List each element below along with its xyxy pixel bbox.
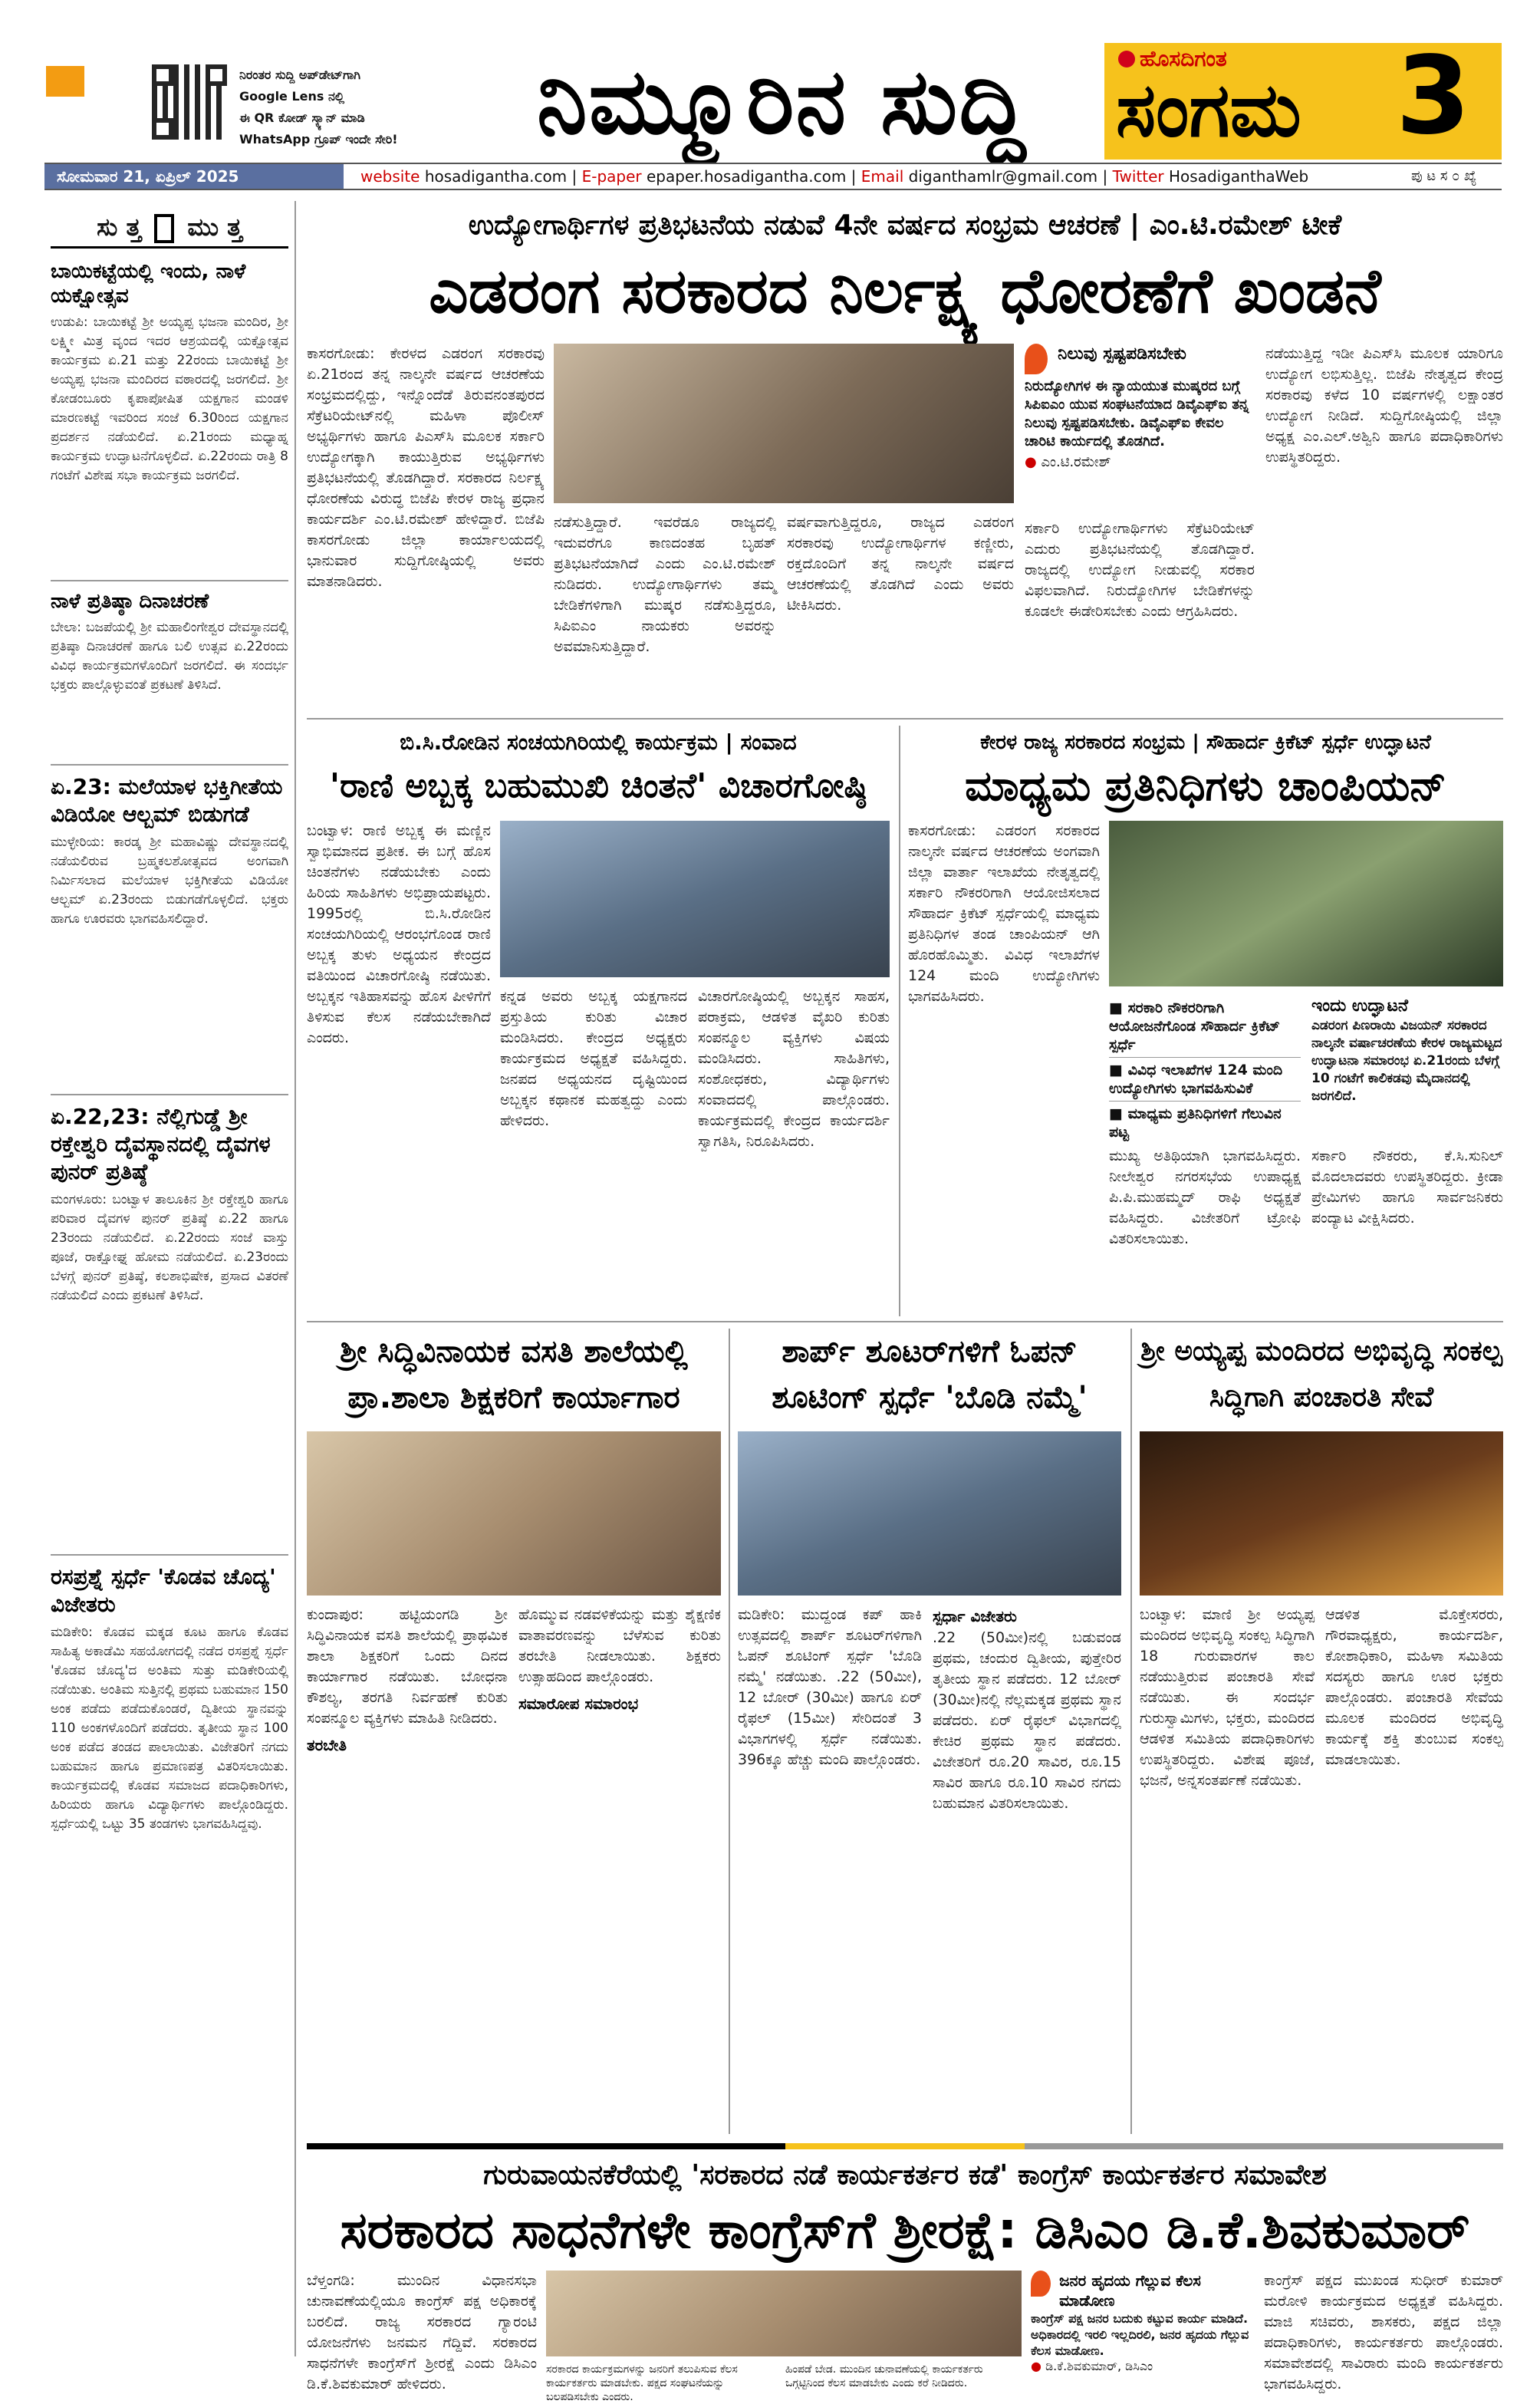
- story5-text: ಮಡಿಕೇರಿ: ಮುದ್ದಂಡ ಕಪ್ ಹಾಕಿ ಉತ್ಸವದಲ್ಲಿ ಶಾರ್ಪ್ ಶೂಟರ್‌ಗಳಿಗಾಗಿ ಓಪನ್ ಶೂಟಿಂಗ್ ಸ್ಪರ್ಧೆ 'ಬೊಡಿ ನಮ್ಮೆ' ನಡೆಯಿತು. .22 (50ಮೀ), 12 ಬೋರ್ (30ಮೀ) ಹಾಗೂ ಏರ್ ರೈಫಲ್ (15ಮೀ) ಸೇರಿದಂತೆ 3 ವಿಭಾಗಗಳಲ್ಲಿ ಸ್ಪರ್ಧೆ ನಡೆಯಿತು. 396ಕ್ಕೂ ಹೆಚ್ಚು ಮಂದಿ ಪಾಲ್ಗೊಂಡರು.: [738, 1606, 922, 1768]
- story7-headline: ಸರಕಾರದ ಸಾಧನೆಗಳೇ ಕಾಂಗ್ರೆಸ್‌ಗೆ ಶ್ರೀರಕ್ಷೆ: ಡಿಸಿಎಂ ಡಿ.ಕೆ.ಶಿವಕುಮಾರ್: [340, 2201, 1470, 2260]
- story2-body-c1: [307, 821, 491, 1312]
- story4-subhead: ಸಮಾರೋಪ ಸಮಾರಂಭ: [518, 1694, 639, 1713]
- sidebar-item-headline: ಏ.22,23: ನೆಲ್ಲಿಗುಡ್ಡೆ ಶ್ರೀ ರಕ್ತೇಶ್ವರಿ ದೈವಸ್ಥಾನದಲ್ಲಿ ದೈವಗಳ ಪುನರ್ ಪ್ರತಿಷ್ಠೆ: [51, 1104, 271, 1184]
- sidebar-items: [51, 259, 288, 2369]
- story6-body-c2: [1325, 1605, 1503, 2134]
- sidebar-item: [51, 773, 288, 1095]
- story1-quote: [1025, 344, 1255, 509]
- divider: [307, 1321, 1503, 1322]
- story7-text: ಬೆಳ್ತಂಗಡಿ: ಮುಂದಿನ ವಿಧಾನಸಭಾ ಚುನಾವಣೆಯಲ್ಲಿಯೂ ಕಾಂಗ್ರೆಸ್ ಪಕ್ಷ ಅಧಿಕಾರಕ್ಕೆ ಬರಲಿದೆ. ರಾಜ್ಯ ಸರಕಾರದ ಗ್ಯಾರಂಟಿ ಯೋಜನೆಗಳು ಜನಮನ ಗೆದ್ದಿವೆ. ಸರಕಾರದ ಸಾಧನೆಗಳೇ ಕಾಂಗ್ರೆಸ್‌ಗೆ ಶ್ರೀರಕ್ಷೆ ಎಂದು ಡಿಸಿಎಂ ಡಿ.ಕೆ.ಶಿವಕುಮಾರ್ ಹೇಳಿದರು.: [307, 2272, 537, 2392]
- story5-body-c2: [933, 1605, 1121, 2134]
- story4-headline: ಶ್ರೀ ಸಿದ್ಧಿವಿನಾಯಕ ವಸತಿ ಶಾಲೆಯಲ್ಲಿ ಪ್ರಾ.ಶಾಲಾ ಶಿಕ್ಷಕರಿಗೆ ಕಾರ್ಯಾಗಾರ: [340, 1334, 688, 1415]
- teachers-workshop-photo: [307, 1431, 721, 1596]
- seminar-photo: [500, 821, 890, 977]
- bullet-item: ■ ಮಾಧ್ಯಮ ಪ್ರತಿನಿಧಿಗಳಿಗೆ ಗೆಲುವಿನ ಪಟ್ಟ: [1109, 1105, 1282, 1141]
- sidebar-divider: [295, 201, 296, 2356]
- story7-body-c3: ಹಿಂಪಡೆ ಬೇಡ. ಮುಂದಿನ ಚುನಾವಣೆಯಲ್ಲಿ ಕಾರ್ಯಕರ್ತರು ಒಗ್ಗಟ್ಟಿನಿಂದ ಕೆಲಸ ಮಾಡಬೇಕು ಎಂದು ಕರೆ ನೀಡಿದರು.: [785, 2363, 983, 2389]
- story1-kicker: ಉದ್ಯೋಗಾರ್ಥಿಗಳ ಪ್ರತಿಭಟನೆಯ ನಡುವೆ 4ನೇ ವರ್ಷದ ಸಂಭ್ರಮ ಆಚರಣೆ | ಎಂ.ಟಿ.ರಮೇಶ್ ಟೀಕೆ: [468, 209, 1342, 241]
- story1-text: ನಡೆಯುತ್ತಿದ್ದ ಇಡೀ ಪಿಎಸ್‌ಸಿ ಮೂಲಕ ಯಾರಿಗೂ ಉದ್ಯೋಗ ಲಭಿಸುತ್ತಿಲ್ಲ. ಬಿಜೆಪಿ ನೇತೃತ್ವದ ಕೇಂದ್ರ ಸರಕಾರವು ಕಳೆದ 10 ವರ್ಷಗಳಲ್ಲಿ ಲಕ್ಷಾಂತರ ಉದ್ಯೋಗ ನೀಡಿದೆ. ಸುದ್ದಿಗೋಷ್ಠಿಯಲ್ಲಿ ಜಿಲ್ಲಾ ಅಧ್ಯಕ್ಷ ಎಂ.ಎಲ್.ಅಶ್ವಿನಿ ಹಾಗೂ ಪದಾಧಿಕಾರಿಗಳು ಉಪಸ್ಥಿತರಿದ್ದರು.: [1265, 345, 1503, 466]
- story6-text: ಬಂಟ್ವಾಳ: ಮಾಣಿ ಶ್ರೀ ಅಯ್ಯಪ್ಪ ಮಂದಿರದ ಅಭಿವೃದ್ಧಿ ಸಂಕಲ್ಪ ಸಿದ್ಧಿಗಾಗಿ 18 ಗುರುವಾರಗಳ ಕಾಲ ನಡೆಯುತ್ತಿರುವ ಪಂಚಾರತಿ ಸೇವೆ ನಡೆಯಿತು. ಈ ಸಂದರ್ಭ ಗುರುಸ್ವಾಮಿಗಳು, ಭಕ್ತರು, ಮಂದಿರದ ಆಡಳಿತ ಸಮಿತಿಯ ಪದಾಧಿಕಾರಿಗಳು ಉಪಸ್ಥಿತರಿದ್ದರು. ವಿಶೇಷ ಪೂಜೆ, ಭಜನೆ, ಅನ್ನಸಂತರ್ಪಣೆ ನಡೆಯಿತು.: [1140, 1606, 1315, 1789]
- story5-headline: ಶಾರ್ಪ್ ಶೂಟರ್‌ಗಳಿಗೆ ಓಪನ್ ಶೂಟಿಂಗ್ ಸ್ಪರ್ಧೆ 'ಬೊಡಿ ನಮ್ಮೆ': [772, 1334, 1088, 1415]
- story6-text: ಆಡಳಿತ ಮೊಕ್ತೇಸರರು, ಗೌರವಾಧ್ಯಕ್ಷರು, ಕಾರ್ಯದರ್ಶಿ, ಕೋಶಾಧಿಕಾರಿ, ಮಹಿಳಾ ಸಮಿತಿಯ ಸದಸ್ಯರು ಹಾಗೂ ಊರ ಭಕ್ತರು ಪಾಲ್ಗೊಂಡರು. ಪಂಚಾರತಿ ಸೇವೆಯ ಮೂಲಕ ಮಂದಿರದ ಅಭಿವೃದ್ಧಿ ಕಾರ್ಯಕ್ಕೆ ಶಕ್ತಿ ತುಂಬುವ ಸಂಕಲ್ಪ ಮಾಡಲಾಯಿತು.: [1325, 1606, 1503, 1768]
- story7-body-c1: [307, 2271, 537, 2392]
- quote-body: ನಿರುದ್ಯೋಗಿಗಳ ಈ ನ್ಯಾಯಯುತ ಮುಷ್ಕರದ ಬಗ್ಗೆ ಸಿಪಿಐಎಂ ಯುವ ಸಂಘಟನೆಯಾದ ಡಿವೈಎಫ್‌ಐ ತನ್ನ ನಿಲುವು ಸ್ಪಷ್ಟಪಡಿಸಬೇಕು. ಡಿವೈಎಫ್‌ಐ ಕೇವಲ ಚಾರಿಟಿ ಕಾರ್ಯದಲ್ಲಿ ತೊಡಗಿದೆ.: [1025, 378, 1249, 450]
- story2-kicker: ಬಿ.ಸಿ.ರೋಡಿನ ಸಂಚಯಗಿರಿಯಲ್ಲಿ ಕಾರ್ಯಕ್ರಮ | ಸಂವಾದ: [400, 729, 797, 755]
- sidebar-item: [51, 589, 288, 766]
- header-links: website hosadigantha.com | E-paper epaper.hosadigantha.com | Email diganthamlr@gmail.com | Twitter HosadiganthaWeb: [360, 167, 1309, 186]
- story1-text: ಸರ್ಕಾರಿ ಉದ್ಯೋಗಾರ್ಥಿಗಳು ಸೆಕ್ರೆಟರಿಯೇಟ್ ಎದುರು ಪ್ರತಿಭಟನೆಯಲ್ಲಿ ತೊಡಗಿದ್ದಾರೆ. ರಾಜ್ಯದಲ್ಲಿ ಉದ್ಯೋಗ ನೀಡುವಲ್ಲಿ ಸರಕಾರ ವಿಫಲವಾಗಿದೆ. ನಿರುದ್ಯೋಗಿಗಳ ಬೇಡಿಕೆಗಳನ್ನು ಕೂಡಲೇ ಈಡೇರಿಸಬೇಕು ಎಂದು ಆಗ್ರಹಿಸಿದರು.: [1025, 520, 1255, 620]
- story5-subhead: ಸ್ಪರ್ಧಾ ವಿಜೇತರು: [933, 1607, 1017, 1625]
- story4-text: ಹೊಮ್ಮುವ ನಡವಳಿಕೆಯನ್ನು ಮತ್ತು ಶೈಕ್ಷಣಿಕ ವಾತಾವರಣವನ್ನು ಬೆಳೆಸುವ ಕುರಿತು ತರಬೇತಿ ನೀಡಲಾಯಿತು. ಶಿಕ್ಷಕರು ಉತ್ಸಾಹದಿಂದ ಪಾಲ್ಗೊಂಡರು.: [518, 1606, 721, 1685]
- shooting-competition-photo: [738, 1431, 1121, 1596]
- quote-byline: ● ಎಂ.ಟಿ.ರಮೇಶ್: [1025, 454, 1111, 470]
- qr-block: [46, 66, 84, 97]
- masthead-title: ನಿಮ್ಮೂರಿನ ಸುದ್ದಿ: [537, 48, 1028, 154]
- story1-body-c4: [1025, 519, 1255, 712]
- sidebar-item-headline: ಏ.23: ಮಲೆಯಾಳ ಭಕ್ತಿಗೀತೆಯ ವಿಡಿಯೋ ಆಲ್ಬಮ್ ಬಿಡುಗಡೆ: [51, 774, 283, 827]
- story2-text: ವಿಚಾರಗೋಷ್ಠಿಯಲ್ಲಿ ಅಬ್ಬಕ್ಕನ ಸಾಹಸ, ಪರಾಕ್ರಮ, ಆಡಳಿತ ವೈಖರಿ ಕುರಿತು ಸಂಪನ್ಮೂಲ ವ್ಯಕ್ತಿಗಳು ವಿಷಯ ಮಂಡಿಸಿದರು. ಸಾಹಿತಿಗಳು, ಸಂಶೋಧಕರು, ವಿದ್ಯಾರ್ಥಿಗಳು ಸಂವಾದದಲ್ಲಿ ಪಾಲ್ಗೊಂಡರು. ಕಾರ್ಯಕ್ರಮದಲ್ಲಿ ಕೇಂದ್ರದ ಕಾರ್ಯದರ್ಶಿ ಸ್ವಾಗತಿಸಿ, ನಿರೂಪಿಸಿದರು.: [698, 988, 890, 1150]
- qr-line: ಈ QR ಕೋಡ್ ಸ್ಕ್ಯಾನ್ ಮಾಡಿ: [239, 110, 365, 125]
- press-meet-photo: [554, 344, 1014, 503]
- sidebar-item: [51, 1103, 288, 1556]
- story3-body-c1: [908, 821, 1100, 1312]
- page-number: 3: [1396, 34, 1471, 159]
- quote-byline: ● ಡಿ.ಕೆ.ಶಿವಕುಮಾರ್, ಡಿಸಿಎಂ: [1031, 2359, 1153, 2373]
- divider: [729, 1329, 730, 2134]
- panchaarati-photo: [1140, 1431, 1503, 1596]
- story7-kicker: ಗುರುವಾಯನಕೆರೆಯಲ್ಲಿ 'ಸರಕಾರದ ನಡೆ ಕಾರ್ಯಕರ್ತರ ಕಡೆ' ಕಾಂಗ್ರೆಸ್ ಕಾರ್ಯಕರ್ತರ ಸಮಾವೇಶ: [483, 2159, 1327, 2191]
- story3-headline: ಮಾಧ್ಯಮ ಪ್ರತಿನಿಧಿಗಳು ಚಾಂಪಿಯನ್: [965, 762, 1446, 810]
- story7-text: ಕಾಂಗ್ರೆಸ್ ಪಕ್ಷದ ಮುಖಂಡ ಸುಧೀರ್ ಕುಮಾರ್ ಮರೋಳಿ ಕಾರ್ಯಕ್ರಮದ ಅಧ್ಯಕ್ಷತೆ ವಹಿಸಿದ್ದರು. ಮಾಜಿ ಸಚಿವರು, ಶಾಸಕರು, ಪಕ್ಷದ ಜಿಲ್ಲಾ ಪದಾಧಿಕಾರಿಗಳು, ಕಾರ್ಯಕರ್ತರು ಪಾಲ್ಗೊಂಡರು. ಸಮಾವೇಶದಲ್ಲಿ ಸಾವಿರಾರು ಮಂದಿ ಕಾರ್ಯಕರ್ತರು ಭಾಗವಹಿಸಿದ್ದರು.: [1264, 2272, 1503, 2392]
- story1-body-c3: [787, 512, 1014, 712]
- story3-box: [1311, 996, 1503, 1137]
- brand-small: ಹೊಸದಿಗಂತ: [1140, 46, 1227, 71]
- section-name: ಸಂಗಮ: [1116, 67, 1301, 154]
- date-label: ಸೋಮವಾರ 21, ಏಪ್ರಿಲ್ 2025: [44, 164, 344, 189]
- story1-body-c5: [1265, 344, 1503, 712]
- qr-line: ನಿರಂತರ ಸುದ್ದಿ ಅಪ್‌ಡೇಟ್‌ಗಾಗಿ: [239, 68, 361, 82]
- story7-quote: [1031, 2271, 1253, 2373]
- quote-icon: [1031, 2271, 1051, 2297]
- bullet-item: ■ ವಿವಿಧ ಇಲಾಖೆಗಳ 124 ಮಂದಿ ಉದ್ಯೋಗಿಗಳು ಭಾಗವಹಿಸುವಿಕೆ: [1109, 1058, 1301, 1102]
- twitter-link[interactable]: Twitter HosadiganthaWeb: [1112, 167, 1309, 186]
- sidebar-item-headline: ಬಾಯಿಕಟ್ಟೆಯಲ್ಲಿ ಇಂದು, ನಾಳೆ ಯಕ್ಷೋತ್ಸವ: [51, 260, 246, 308]
- story4-body-c1: [307, 1605, 508, 2134]
- story1-text: ಕಾಸರಗೋಡು: ಕೇರಳದ ಎಡರಂಗ ಸರಕಾರವು ಏ.21ರಂದ ತನ್ನ ನಾಲ್ಕನೇ ವರ್ಷದ ಆಚರಣೆಯ ಸಂಭ್ರಮದಲ್ಲಿದ್ದು, ಇನ್ನೊಂದೆಡೆ ತಿರುವನಂತಪುರದ ಸೆಕ್ರೆಟರಿಯೇಟ್‌ನಲ್ಲಿ ಮಹಿಳಾ ಪೊಲೀಸ್ ಅಭ್ಯರ್ಥಿಗಳು ಹಾಗೂ ಪಿಎಸ್‌ಸಿ ಮೂಲಕ ಸರ್ಕಾರಿ ಉದ್ಯೋಗಕ್ಕಾಗಿ ಕಾಯುತ್ತಿರುವ ಅಭ್ಯರ್ಥಿಗಳು ಪ್ರತಿಭಟನೆಯಲ್ಲಿ ತೊಡಗಿದ್ದಾರೆ. ಸರಕಾರದ ನಿರ್ಲಕ್ಷ್ಯ ಧೋರಣೆಯ ವಿರುದ್ಧ ಬಿಜೆಪಿ ಕೇರಳ ರಾಜ್ಯ ಪ್ರಧಾನ ಕಾರ್ಯದರ್ಶಿ ಎಂ.ಟಿ.ರಮೇಶ್ ಹೇಳಿದ್ದಾರೆ. ಬಿಜೆಪಿ ಕಾಸರಗೋಡು ಜಿಲ್ಲಾ ಕಾರ್ಯಾಲಯದಲ್ಲಿ ಭಾನುವಾರ ಸುದ್ದಿಗೋಷ್ಠಿಯಲ್ಲಿ ಅವರು ಮಾತನಾಡಿದರು.: [307, 345, 545, 590]
- sidebar-item: [51, 259, 288, 581]
- story3-body-c3: [1311, 1146, 1503, 1312]
- qr-instructions: [239, 64, 515, 150]
- bullet-item: ■ ಸರಕಾರಿ ನೌಕರರಿಗಾಗಿ ಆಯೋಜನೆಗೊಂಡ ಸೌಹಾರ್ದ ಕ್ರಿಕೆಟ್ ಸ್ಪರ್ಧೆ: [1109, 996, 1301, 1058]
- story5-body-c1: [738, 1605, 922, 2134]
- email-link[interactable]: Email diganthamlr@gmail.com: [860, 167, 1098, 186]
- story4-text: ಕುಂದಾಪುರ: ಹಟ್ಟಿಯಂಗಡಿ ಶ್ರೀ ಸಿದ್ಧಿವಿನಾಯಕ ವಸತಿ ಶಾಲೆಯಲ್ಲಿ ಪ್ರಾಥಮಿಕ ಶಾಲಾ ಶಿಕ್ಷಕರಿಗೆ ಒಂದು ದಿನದ ಕಾರ್ಯಾಗಾರ ನಡೆಯಿತು. ಬೋಧನಾ ಕೌಶಲ್ಯ, ತರಗತಿ ನಿರ್ವಹಣೆ ಕುರಿತು ಸಂಪನ್ಮೂಲ ವ್ಯಕ್ತಿಗಳು ಮಾಹಿತಿ ನೀಡಿದರು.: [307, 1606, 508, 1727]
- box-body: ಎಡರಂಗ ಪಿಣರಾಯಿ ವಿಜಯನ್ ಸರಕಾರದ ನಾಲ್ಕನೇ ವರ್ಷಾಚರಣೆಯ ಕೇರಳ ರಾಜ್ಯಮಟ್ಟದ ಉದ್ಘಾಟನಾ ಸಮಾರಂಭ ಏ.21ರಂದು ಬೆಳಗ್ಗೆ 10 ಗಂಟೆಗೆ ಕಾಲಿಕಡವು ಮೈದಾನದಲ್ಲಿ ಜರಗಲಿದೆ.: [1311, 1018, 1502, 1104]
- sidebar-item-body: ಬೇಲಾ: ಬಜಪೆಯಲ್ಲಿ ಶ್ರೀ ಮಹಾಲಿಂಗೇಶ್ವರ ದೇವಸ್ಥಾನದಲ್ಲಿ ಪ್ರತಿಷ್ಠಾ ದಿನಾಚರಣೆ ಹಾಗೂ ಬಲಿ ಉತ್ಸವ ಏ.22ರಂದು ವಿವಿಧ ಕಾರ್ಯಕ್ರಮಗಳೊಂದಿಗೆ ಜರಗಲಿದೆ. ಈ ಸಂದರ್ಭ ಭಕ್ತರು ಪಾಲ್ಗೊಳ್ಳುವಂತೆ ಪ್ರಕಟಣೆ ತಿಳಿಸಿದೆ.: [51, 620, 288, 693]
- story3-text: ಮುಖ್ಯ ಅತಿಥಿಯಾಗಿ ಭಾಗವಹಿಸಿದ್ದರು. ನೀಲೇಶ್ವರ ನಗರಸಭೆಯ ಉಪಾಧ್ಯಕ್ಷ ಪಿ.ಪಿ.ಮುಹಮ್ಮದ್ ರಾಫಿ ಅಧ್ಯಕ್ಷತೆ ವಹಿಸಿದ್ದರು. ವಿಜೇತರಿಗೆ ಟ್ರೋಫಿ ವಿತರಿಸಲಾಯಿತು.: [1109, 1148, 1301, 1247]
- quote-title: ಜನರ ಹೃದಯ ಗೆಲ್ಲುವ ಕೆಲಸ ಮಾಡೋಣ: [1059, 2271, 1201, 2310]
- qr-code: [152, 64, 227, 140]
- congress-meeting-photo: [546, 2271, 1022, 2356]
- story3-body-c2: [1109, 1146, 1301, 1312]
- sidebar-item-body: ಮುಳ್ಳೇರಿಯ: ಕಾರಡ್ಕ ಶ್ರೀ ಮಹಾವಿಷ್ಣು ದೇವಸ್ಥಾನದಲ್ಲಿ ನಡೆಯಲಿರುವ ಬ್ರಹ್ಮಕಲಶೋತ್ಸವದ ಅಂಗವಾಗಿ ನಿರ್ಮಿಸಲಾದ ಮಲೆಯಾಳ ಭಕ್ತಿಗೀತೆಯ ವಿಡಿಯೋ ಆಲ್ಬಮ್ ಏ.23ರಂದು ಬಿಡುಗಡೆಗೊಳ್ಳಲಿದೆ. ಭಕ್ತರು ಹಾಗೂ ಊರವರು ಭಾಗವಹಿಸಲಿದ್ದಾರೆ.: [51, 835, 288, 927]
- story3-bullets: [1109, 996, 1301, 1141]
- cricket-team-photo: [1109, 821, 1503, 986]
- story3-kicker: ಕೇರಳ ರಾಜ್ಯ ಸರಕಾರದ ಸಂಭ್ರಮ | ಸೌಹಾರ್ದ ಕ್ರಿಕೆಟ್ ಸ್ಪರ್ಧೆ ಉದ್ಘಾಟನೆ: [980, 731, 1431, 754]
- quote-title: ನಿಲುವು ಸ್ಪಷ್ಟಪಡಿಸಬೇಕು: [1058, 344, 1186, 364]
- story1-text: ನಡೆಸುತ್ತಿದ್ದಾರೆ. ಇವರೆಡೂ ರಾಜ್ಯದಲ್ಲಿ ಇದುವರೆಗೂ ಕಾಣದಂತಹ ಬೃಹತ್ ಪ್ರತಿಭಟನೆಯಾಗಿದೆ ಎಂದು ಎಂ.ಟಿ.ರಮೇಶ್ ನುಡಿದರು. ಉದ್ಯೋಗಾರ್ಥಿಗಳು ತಮ್ಮ ಬೇಡಿಕೆಗಳಿಗಾಗಿ ಮುಷ್ಕರ ನಡೆಸುತ್ತಿದ್ದರೂ, ಸಿಪಿಐಎಂ ನಾಯಕರು ಅವರನ್ನು ಅವಮಾನಿಸುತ್ತಿದ್ದಾರೆ.: [554, 514, 776, 655]
- qr-line: WhatsApp ಗ್ರೂಪ್ ಇಂದೇ ಸೇರಿ!: [239, 132, 398, 147]
- page-code: ಪು ಟ ಸ ೦ ಖ್ಯೆ: [1411, 168, 1477, 184]
- website-link[interactable]: website hosadigantha.com: [360, 167, 568, 186]
- divider: [307, 718, 1503, 720]
- color-strip: [307, 2143, 1503, 2149]
- epaper-link[interactable]: E-paper epaper.hosadigantha.com: [581, 167, 847, 186]
- sidebar-item: [51, 1563, 288, 2369]
- story1-headline: ಎಡರಂಗ ಸರಕಾರದ ನಿರ್ಲಕ್ಷ್ಯ ಧೋರಣೆಗೆ ಖಂಡನೆ: [429, 255, 1381, 327]
- sidebar-item-body: ಮಂಗಳೂರು: ಬಂಟ್ವಾಳ ತಾಲೂಕಿನ ಶ್ರೀ ರಕ್ತೇಶ್ವರಿ ಹಾಗೂ ಪರಿವಾರ ದೈವಗಳ ಪುನರ್ ಪ್ರತಿಷ್ಠೆ ಏ.22 ಹಾಗೂ 23ರಂದು ನಡೆಯಲಿದೆ. ಏ.22ರಂದು ಸಂಜೆ ವಾಸ್ತು ಪೂಜೆ, ರಾಕ್ಷೋಘ್ನ ಹೋಮ ನಡೆಯಲಿದೆ. ಏ.23ರಂದು ಬೆಳಗ್ಗೆ ಪುನರ್ ಪ್ರತಿಷ್ಠೆ, ಕಲಶಾಭಿಷೇಕ, ಪ್ರಸಾದ ವಿತರಣೆ ನಡೆಯಲಿದೆ ಎಂದು ಪ್ರಕಟಣೆ ತಿಳಿಸಿದೆ.: [51, 1192, 288, 1303]
- sidebar-item-headline: ನಾಳೆ ಪ್ರತಿಷ್ಠಾ ದಿನಾಚರಣೆ: [51, 590, 209, 613]
- brand-logo-icon: [1118, 51, 1135, 68]
- story6-headline: ಶ್ರೀ ಅಯ್ಯಪ್ಪ ಮಂದಿರದ ಅಭಿವೃದ್ಧಿ ಸಂಕಲ್ಪ ಸಿದ್ಧಿಗಾಗಿ ಪಂಚಾರತಿ ಸೇವೆ: [1140, 1335, 1502, 1413]
- story4-body-c2: [518, 1605, 721, 2134]
- story2-text: ಕನ್ನಡ ಅವರು ಅಬ್ಬಕ್ಕ ಯಕ್ಷಗಾನದ ಪ್ರಸ್ತುತಿಯ ಕುರಿತು ವಿಚಾರ ಮಂಡಿಸಿದರು. ಕೇಂದ್ರದ ಅಧ್ಯಕ್ಷರು ಕಾರ್ಯಕ್ರಮದ ಅಧ್ಯಕ್ಷತೆ ವಹಿಸಿದ್ದರು. ಜನಪದ ಅಧ್ಯಯನದ ದೃಷ್ಟಿಯಿಂದ ಅಬ್ಬಕ್ಕನ ಕಥಾನಕ ಮಹತ್ವದ್ದು ಎಂದು ಹೇಳಿದರು.: [500, 988, 687, 1129]
- quote-body: ಕಾಂಗ್ರೆಸ್ ಪಕ್ಷ ಜನರ ಬದುಕು ಕಟ್ಟುವ ಕಾರ್ಯ ಮಾಡಿದೆ. ಅಧಿಕಾರದಲ್ಲಿ ಇರಲಿ ಇಲ್ಲದಿರಲಿ, ಜನರ ಹೃದಯ ಗೆಲ್ಲುವ ಕೆಲಸ ಮಾಡೋಣ.: [1031, 2311, 1249, 2358]
- door-icon: [154, 214, 174, 243]
- story2-text: ಬಂಟ್ವಾಳ: ರಾಣಿ ಅಬ್ಬಕ್ಕ ಈ ಮಣ್ಣಿನ ಸ್ವಾಭಿಮಾನದ ಪ್ರತೀಕ. ಈ ಬಗ್ಗೆ ಹೊಸ ಚಿಂತನೆಗಳು ನಡೆಯಬೇಕು ಎಂದು ಹಿರಿಯ ಸಾಹಿತಿಗಳು ಅಭಿಪ್ರಾಯಪಟ್ಟರು. 1995ರಲ್ಲಿ ಬಿ.ಸಿ.ರೋಡಿನ ಸಂಚಯಗಿರಿಯಲ್ಲಿ ಆರಂಭಗೊಂಡ ರಾಣಿ ಅಬ್ಬಕ್ಕ ತುಳು ಅಧ್ಯಯನ ಕೇಂದ್ರದ ವತಿಯಿಂದ ವಿಚಾರಗೋಷ್ಠಿ ನಡೆಯಿತು. ಅಬ್ಬಕ್ಕನ ಇತಿಹಾಸವನ್ನು ಹೊಸ ಪೀಳಿಗೆಗೆ ತಿಳಿಸುವ ಕೆಲಸ ನಡೆಯಬೇಕಾಗಿದೆ ಎಂದರು.: [307, 822, 491, 1046]
- story1-text: ವರ್ಷವಾಗುತ್ತಿದ್ದರೂ, ರಾಜ್ಯದ ಎಡರಂಗ ಸರಕಾರವು ಉದ್ಯೋಗಾರ್ಥಿಗಳ ಕಣ್ಣೀರು, ರಕ್ತದೊಂದಿಗೆ ತನ್ನ ನಾಲ್ಕನೇ ವರ್ಷದ ಆಚರಣೆಯಲ್ಲಿ ತೊಡಗಿದೆ ಎಂದು ಅವರು ಟೀಕಿಸಿದರು.: [787, 514, 1014, 614]
- divider: [1130, 1329, 1132, 2134]
- story7-body-c4: [1264, 2271, 1503, 2392]
- sidebar-title: ಸು ತ್ತ ಮು ತ್ತ: [51, 206, 288, 249]
- story7-body-c2: ಸರಕಾರದ ಕಾರ್ಯಕ್ರಮಗಳನ್ನು ಜನರಿಗೆ ತಲುಪಿಸುವ ಕೆಲಸ ಕಾರ್ಯಕರ್ತರು ಮಾಡಬೇಕು. ಪಕ್ಷದ ಸಂಘಟನೆಯನ್ನು ಬಲಪಡಿಸಬೇಕು ಎಂದರು.: [546, 2363, 738, 2403]
- story3-text: ಕಾಸರಗೋಡು: ಎಡರಂಗ ಸರಕಾರದ ನಾಲ್ಕನೇ ವರ್ಷದ ಆಚರಣೆಯ ಅಂಗವಾಗಿ ಜಿಲ್ಲಾ ವಾರ್ತಾ ಇಲಾಖೆಯ ನೇತೃತ್ವದಲ್ಲಿ ಸರ್ಕಾರಿ ನೌಕರರಿಗಾಗಿ ಆಯೋಜಿಸಲಾದ ಸೌಹಾರ್ದ ಕ್ರಿಕೆಟ್ ಸ್ಪರ್ಧೆಯಲ್ಲಿ ಮಾಧ್ಯಮ ಪ್ರತಿನಿಧಿಗಳ ತಂಡ ಚಾಂಪಿಯನ್ ಆಗಿ ಹೊರಹೊಮ್ಮಿತು. ವಿವಿಧ ಇಲಾಖೆಗಳ 124 ಮಂದಿ ಉದ್ಯೋಗಿಗಳು ಭಾಗವಹಿಸಿದರು.: [908, 822, 1100, 1005]
- story2-body-c3: [698, 986, 890, 1312]
- sidebar-item-body: ಉಡುಪಿ: ಬಾಯಿಕಟ್ಟೆ ಶ್ರೀ ಅಯ್ಯಪ್ಪ ಭಜನಾ ಮಂದಿರ, ಶ್ರೀ ಲಕ್ಷ್ಮೀ ಮಿತ್ರ ವೃಂದ ಇದರ ಆಶ್ರಯದಲ್ಲಿ ಯಕ್ಷೋತ್ಸವ ಕಾರ್ಯಕ್ರಮ ಏ.21 ಮತ್ತು 22ರಂದು ಬಾಯಿಕಟ್ಟೆ ಶ್ರೀ ಅಯ್ಯಪ್ಪ ಭಜನಾ ಮಂದಿರದ ವಠಾರದಲ್ಲಿ ಜರಗಲಿದೆ. ಶ್ರೀ ಕೋಡಂಬೂರು ಕೃಪಾಪೋಷಿತ ಯಕ್ಷಗಾನ ಮಂಡಳಿ ಮಾರಣಕಟ್ಟೆ ಇವರಿಂದ ಸಂಜೆ 6.30ರಿಂದ ಯಕ್ಷಗಾನ ಪ್ರದರ್ಶನ ನಡೆಯಲಿದೆ. ಏ.21ರಂದು ಮಧ್ಯಾಹ್ನ ಕಾರ್ಯಕ್ರಮ ಉದ್ಘಾಟನೆಗೊಳ್ಳಲಿದೆ. ಏ.22ರಂದು ರಾತ್ರಿ 8 ಗಂಟೆಗೆ ವಿಶೇಷ ಸಭಾ ಕಾರ್ಯಕ್ರಮ ಜರಗಲಿದೆ.: [51, 314, 288, 483]
- story5-text: .22 (50ಮೀ)ನಲ್ಲಿ ಬಡುವಂಡ ಪ್ರಥಮ, ಚಂದುರ ದ್ವಿತೀಯ, ಪುತ್ತೇರಿರ ತೃತೀಯ ಸ್ಥಾನ ಪಡೆದರು. 12 ಬೋರ್ (30ಮೀ)ನಲ್ಲಿ ನೆಲ್ಲಮಕ್ಕಡ ಪ್ರಥಮ ಸ್ಥಾನ ಪಡೆದರು. ಏರ್ ರೈಫಲ್ ವಿಭಾಗದಲ್ಲಿ ಕೇಚಿರ ಪ್ರಥಮ ಸ್ಥಾನ ಪಡೆದರು. ವಿಜೇತರಿಗೆ ರೂ.20 ಸಾವಿರ, ರೂ.15 ಸಾವಿರ ಹಾಗೂ ರೂ.10 ಸಾವಿರ ನಗದು ಬಹುಮಾನ ವಿತರಿಸಲಾಯಿತು.: [933, 1629, 1121, 1812]
- story1-body-left: [307, 344, 545, 712]
- quote-icon: [1025, 344, 1048, 374]
- story4-subhead: ತರಬೇತಿ: [307, 1736, 347, 1754]
- story1-body-c2: [554, 512, 776, 712]
- sidebar-item-headline: ರಸಪ್ರಶ್ನೆ ಸ್ಪರ್ಧೆ 'ಕೊಡವ ಚೊದ್ಯ' ವಿಜೇತರು: [51, 1564, 276, 1617]
- story2-headline: 'ರಾಣಿ ಅಬ್ಬಕ್ಕ ಬಹುಮುಖಿ ಚಿಂತನೆ' ವಿಚಾರಗೋಷ್ಠಿ: [329, 766, 867, 805]
- story6-body-c1: [1140, 1605, 1315, 2134]
- divider: [899, 726, 900, 1316]
- qr-line: Google Lens ನಲ್ಲಿ: [239, 89, 344, 104]
- story2-body-c2: [500, 986, 687, 1312]
- sidebar-item-body: ಮಡಿಕೇರಿ: ಕೊಡವ ಮಕ್ಕಡ ಕೂಟ ಹಾಗೂ ಕೊಡವ ಸಾಹಿತ್ಯ ಅಕಾಡೆಮಿ ಸಹಯೋಗದಲ್ಲಿ ನಡೆದ ರಸಪ್ರಶ್ನೆ ಸ್ಪರ್ಧೆ 'ಕೊಡವ ಚೊದ್ಯ'ದ ಅಂತಿಮ ಸುತ್ತು ಮಡಿಕೇರಿಯಲ್ಲಿ ನಡೆಯಿತು. ಅಂತಿಮ ಸುತ್ತಿನಲ್ಲಿ ಪ್ರಥಮ ಬಹುಮಾನ 150 ಅಂಕ ಪಡೆದು ಪಡೆದುಕೊಂಡರೆ, ದ್ವಿತೀಯ ಸ್ಥಾನವನ್ನು 110 ಅಂಕಗಳೊಂದಿಗೆ ಪಡೆದರು. ತೃತೀಯ ಸ್ಥಾನ 100 ಅಂಕ ಪಡೆದ ತಂಡದ ಪಾಲಾಯಿತು. ವಿಜೇತರಿಗೆ ನಗದು ಬಹುಮಾನ ಹಾಗೂ ಪ್ರಮಾಣಪತ್ರ ವಿತರಿಸಲಾಯಿತು. ಕಾರ್ಯಕ್ರಮದಲ್ಲಿ ಕೊಡವ ಸಮಾಜದ ಪದಾಧಿಕಾರಿಗಳು, ಹಿರಿಯರು ಹಾಗೂ ವಿದ್ಯಾರ್ಥಿಗಳು ಪಾಲ್ಗೊಂಡಿದ್ದರು. ಸ್ಪರ್ಧೆಯಲ್ಲಿ ಒಟ್ಟು 35 ತಂಡಗಳು ಭಾಗವಹಿಸಿದ್ದವು.: [51, 1625, 288, 1832]
- story3-text: ಸರ್ಕಾರಿ ನೌಕರರು, ಕೆ.ಸಿ.ಸುನಿಲ್ ಮೊದಲಾದವರು ಉಪಸ್ಥಿತರಿದ್ದರು. ಕ್ರೀಡಾ ಪ್ರೇಮಿಗಳು ಹಾಗೂ ಸಾರ್ವಜನಿಕರು ಪಂದ್ಯಾಟ ವೀಕ್ಷಿಸಿದರು.: [1311, 1148, 1503, 1227]
- box-title: ಇಂದು ಉದ್ಘಾಟನೆ: [1311, 996, 1408, 1016]
